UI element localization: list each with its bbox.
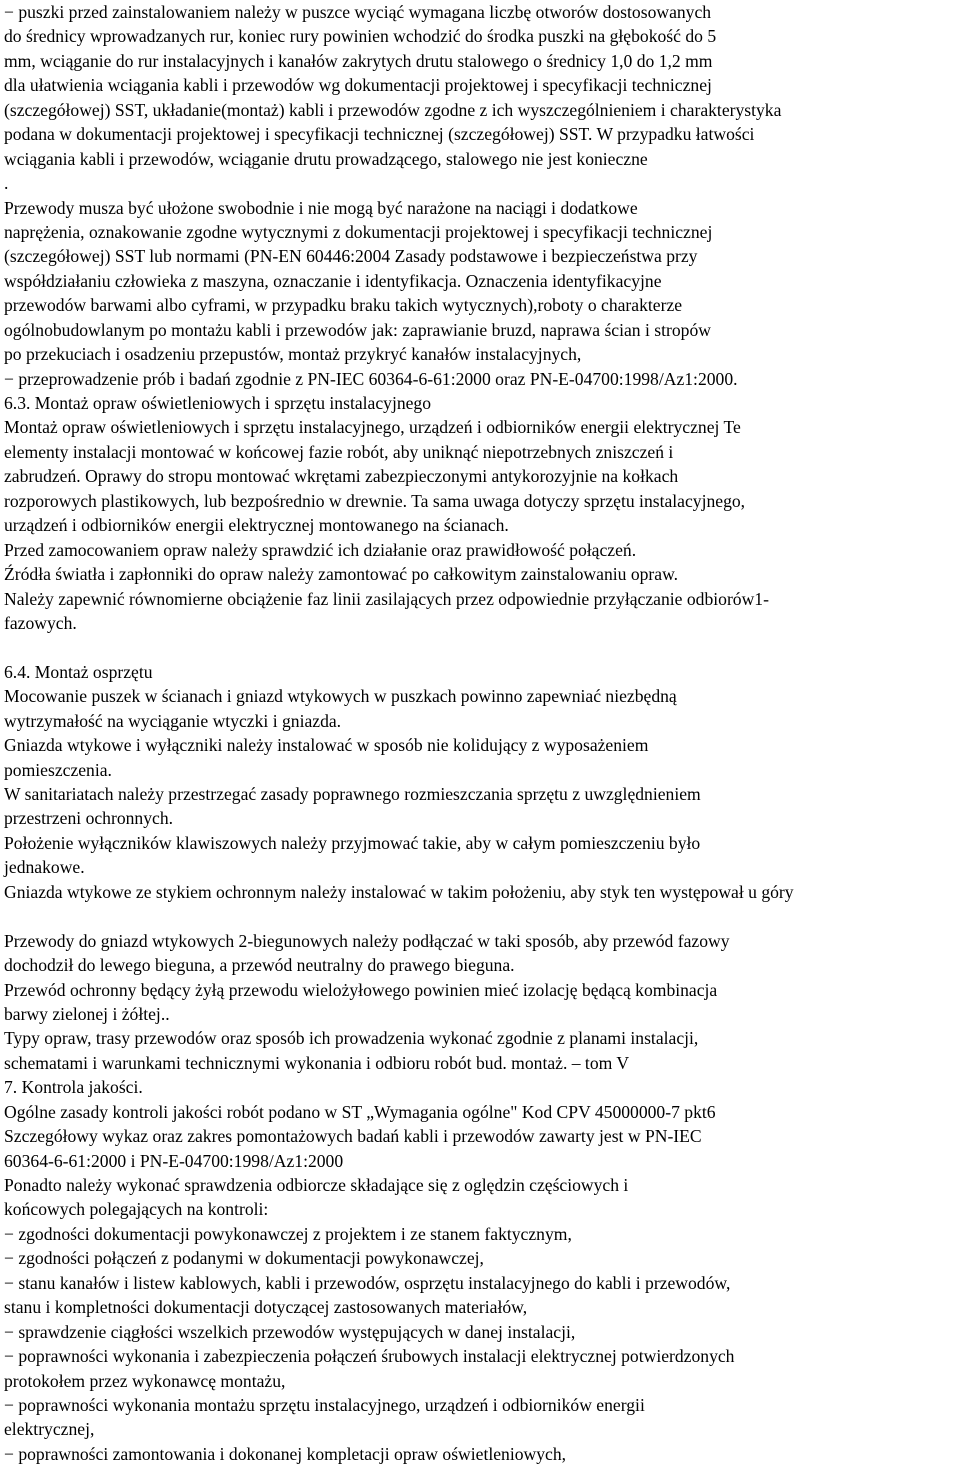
- text-line: [0, 904, 960, 928]
- text-line: Typy opraw, trasy przewodów oraz sposób ich prowadzenia wykonać zgodnie z planami instalacji,: [4, 1028, 699, 1049]
- text-line: naprężenia, oznakowanie zgodne wytycznymi z dokumentacji projektowej i specyfikacji technicznej: [4, 221, 713, 242]
- text-line: przewodów barwami albo cyframi, w przypadku braku takich wytycznych),roboty o charakterze: [4, 295, 683, 316]
- text-line: stanu i kompletności dokumentacji dotyczącej zastosowanych materiałów,: [4, 1297, 528, 1318]
- text-line: Montaż opraw oświetleniowych i sprzętu instalacyjnego, urządzeń i odbiorników energii elektrycznej Te: [4, 417, 741, 438]
- text-line: po przekuciach i osadzeniu przepustów, montaż przykryć kanałów instalacyjnych,: [4, 344, 582, 365]
- text-line: W sanitariatach należy przestrzegać zasady poprawnego rozmieszczania sprzętu z uwzględnieniem: [4, 784, 701, 804]
- text-line: − sprawdzenie ciągłości wszelkich przewodów występujących w danej instalacji,: [4, 1321, 576, 1342]
- text-line: rozporowych plastikowych, lub bezpośrednio w drewnie. Ta sama uwaga dotyczy sprzętu instalacyjnego,: [4, 490, 746, 511]
- text-line: − zgodności dokumentacji powykonawczej z projektem i ze stanem faktycznym,: [4, 1223, 572, 1244]
- text-line: − puszki przed zainstalowaniem należy w puszce wyciąć wymagana liczbę otworów dostosowanych: [4, 2, 712, 22]
- text-line: Szczegółowy wykaz oraz zakres pomontażowych badań kabli i przewodów zawarty jest w PN-IEC: [4, 1126, 702, 1147]
- text-line: przestrzeni ochronnych.: [4, 808, 174, 829]
- text-line: dochodził do lewego bieguna, a przewód neutralny do prawego bieguna.: [4, 955, 515, 976]
- text-line: barwy zielonej i żółtej..: [4, 1003, 170, 1024]
- text-line: − poprawności zamontowania i dokonanej kompletacji opraw oświetleniowych,: [4, 1443, 567, 1464]
- text-line: Przewody musza być ułożone swobodnie i nie mogą być narażone na naciągi i dodatkowe: [4, 197, 638, 218]
- text-line: 6.3. Montaż opraw oświetleniowych i sprzętu instalacyjnego: [4, 393, 432, 413]
- text-line: Gniazda wtykowe i wyłączniki należy instalować w sposób nie kolidujący z wyposażeniem: [4, 735, 649, 756]
- text-line: ogólnobudowlanym po montażu kabli i przewodów jak: zaprawianie bruzd, naprawa ścian i stropów: [4, 319, 711, 340]
- text-line: .: [4, 173, 9, 194]
- text-line: Należy zapewnić równomierne obciążenie faz linii zasilających przez odpowiednie przyłączanie odbiorów1-: [4, 588, 769, 609]
- text-line: [0, 635, 960, 659]
- text-line: − zgodności połączeń z podanymi w dokumentacji powykonawczej,: [4, 1248, 484, 1269]
- text-line: mm, wciąganie do rur instalacyjnych i kanałów zakrytych drutu stalowego o średnicy 1,0 do 1,2 mm: [4, 50, 713, 71]
- text-line: Przewody do gniazd wtykowych 2-biegunowych należy podłączać w taki sposób, aby przewód fazowy: [4, 930, 730, 951]
- text-line: podana w dokumentacji projektowej i specyfikacji technicznej (szczegółowej) SST. W przypadku łatwości: [4, 124, 755, 145]
- text-line: Ponadto należy wykonać sprawdzenia odbiorcze składające się z oględzin częściowych i: [4, 1175, 629, 1195]
- text-line: Przed zamocowaniem opraw należy sprawdzić ich działanie oraz prawidłowość połączeń.: [4, 539, 637, 560]
- text-line: Przewód ochronny będący żyłą przewodu wielożyłowego powinien mieć izolację będącą kombinacja: [4, 979, 718, 1000]
- text-line: − przeprowadzenie prób i badań zgodnie z PN-IEC 60364-6-61:2000 oraz PN-E-04700:1998/Az1:2000.: [4, 368, 738, 389]
- text-line: Położenie wyłączników klawiszowych należy przyjmować takie, aby w całym pomieszczeniu było: [4, 832, 701, 853]
- text-line: dla ułatwienia wciągania kabli i przewodów wg dokumentacji projektowej i specyfikacji technicznej: [4, 75, 712, 96]
- text-line: do średnicy wprowadzanych rur, koniec rury powinien wchodzić do środka puszki na głębokość do 5: [4, 26, 717, 47]
- text-line: − poprawności wykonania i zabezpieczenia połączeń śrubowych instalacji elektrycznej potwierdzonych: [4, 1346, 735, 1367]
- text-line: Mocowanie puszek w ścianach i gniazd wtykowych w puszkach powinno zapewniać niezbędną: [4, 686, 677, 707]
- text-line: (szczegółowej) SST lub normami (PN-EN 60446:2004 Zasady podstawowe i bezpieczeństwa przy: [4, 246, 698, 267]
- text-line: 7. Kontrola jakości.: [4, 1077, 143, 1098]
- text-line: pomieszczenia.: [4, 759, 112, 780]
- text-line: schematami i warunkami technicznymi wykonania i odbioru robót bud. montaż. – tom V: [4, 1052, 630, 1073]
- text-line: Ogólne zasady kontroli jakości robót podano w ST „Wymagania ogólne" Kod CPV 45000000-7 pkt6: [4, 1101, 716, 1122]
- text-line: protokołem przez wykonawcę montażu,: [4, 1370, 286, 1391]
- text-line: elektrycznej,: [4, 1419, 95, 1440]
- text-line: elementy instalacji montować w końcowej fazie robót, aby uniknąć niepotrzebnych zniszczeń i: [4, 441, 674, 462]
- text-line: 60364-6-61:2000 i PN-E-04700:1998/Az1:2000: [4, 1150, 344, 1171]
- text-line: − stanu kanałów i listew kablowych, kabli i przewodów, osprzętu instalacyjnego do kabli i przewodów,: [4, 1272, 731, 1293]
- text-line: współdziałaniu człowieka z maszyna, oznaczanie i identyfikacja. Oznaczenia identyfikacyjne: [4, 270, 662, 291]
- text-line: (szczegółowej) SST, układanie(montaż) kabli i przewodów zgodne z ich wyszczególnieniem i charakterystyka: [4, 99, 782, 120]
- text-line: wytrzymałość na wyciąganie wtyczki i gniazda.: [4, 710, 342, 731]
- text-line: końcowych polegających na kontroli:: [4, 1199, 269, 1220]
- text-line: urządzeń i odbiorników energii elektrycznej montowanego na ścianach.: [4, 515, 509, 536]
- text-line: Gniazda wtykowe ze stykiem ochronnym należy instalować w takim położeniu, aby styk ten występował u góry: [4, 881, 794, 902]
- text-line: zabrudzeń. Oprawy do stropu montować wkrętami zabezpieczonymi antykorozyjnie na kołkach: [4, 466, 679, 487]
- text-line: jednakowe.: [4, 857, 85, 878]
- text-line: Źródła światła i zapłonniki do opraw należy zamontować po całkowitym zainstalowaniu opraw.: [4, 564, 679, 585]
- text-line: − poprawności wykonania montażu sprzętu instalacyjnego, urządzeń i odbiorników energii: [4, 1394, 645, 1415]
- text-line: wciągania kabli i przewodów, wciąganie drutu prowadzącego, stalowego nie jest konieczne: [4, 148, 648, 169]
- text-line: 6.4. Montaż osprzętu: [4, 661, 153, 682]
- text-line: fazowych.: [4, 612, 77, 633]
